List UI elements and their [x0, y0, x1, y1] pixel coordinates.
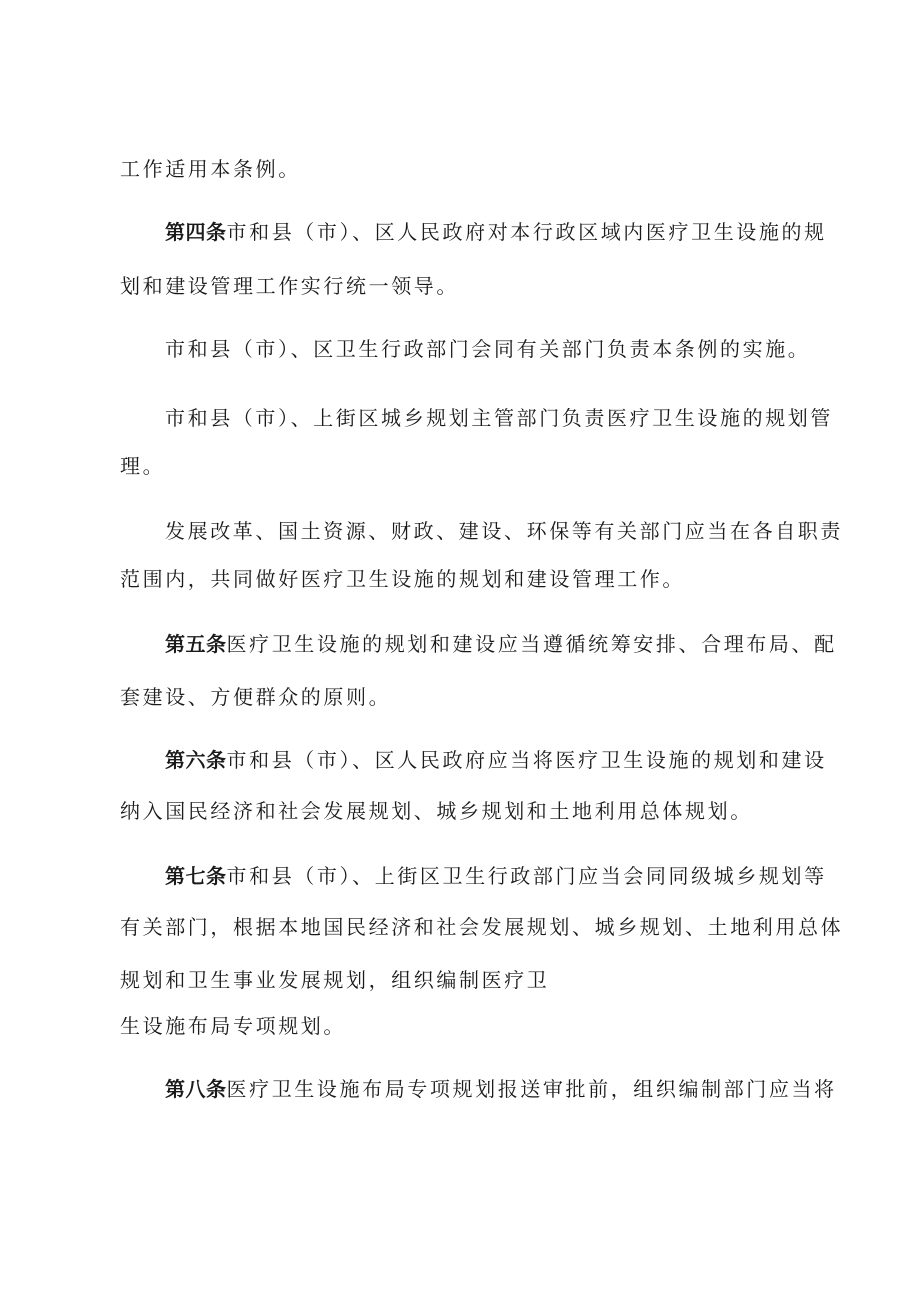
article-heading: 第四条	[165, 220, 227, 244]
text-line	[165, 517, 843, 545]
article-7-line	[165, 862, 827, 890]
text-line	[165, 404, 833, 432]
line-text: 规划和卫生事业发展规划，组织编制医疗卫	[120, 968, 550, 992]
text-line	[120, 452, 165, 480]
text-line	[120, 155, 301, 183]
line-text: 市和县（市）、上街区城乡规划主管部门负责医疗卫生设施的规划管	[165, 406, 833, 430]
line-text: 发展改革、国土资源、财政、建设、环保等有关部门应当在各自职责	[165, 519, 843, 543]
text-line	[120, 565, 685, 593]
article-heading: 第六条	[165, 748, 227, 772]
line-text: 医疗卫生设施布局专项规划报送审批前，组织编制部门应当将	[226, 1077, 837, 1101]
article-8-line	[165, 1075, 837, 1103]
line-text: 套建设、方便群众的原则。	[120, 685, 392, 709]
line-text: 纳入国民经济和社会发展规划、城乡规划和土地利用总体规划。	[120, 799, 753, 823]
article-heading: 第八条	[165, 1077, 227, 1101]
line-text: 有关部门，根据本地国民经济和社会发展规划、城乡规划、土地利用总体	[120, 915, 844, 939]
line-text: 市和县（市）、区卫生行政部门会同有关部门负责本条例的实施。	[165, 337, 811, 361]
line-text: 市和县（市）、区人民政府对本行政区域内医疗卫生设施的规	[226, 220, 827, 244]
article-4-line	[165, 218, 827, 246]
line-text: 工作适用本条例。	[120, 157, 301, 181]
article-5-line	[165, 630, 837, 658]
text-line	[120, 683, 391, 711]
text-line	[120, 966, 549, 994]
article-6-line	[165, 746, 827, 774]
line-text: 理。	[120, 454, 166, 478]
text-line	[165, 335, 810, 363]
line-text: 市和县（市）、区人民政府应当将医疗卫生设施的规划和建设	[226, 748, 827, 772]
text-line	[120, 913, 843, 941]
line-text: 划和建设管理工作实行统一领导。	[120, 274, 459, 298]
text-line	[120, 797, 753, 825]
text-line	[120, 1012, 346, 1040]
line-text: 范围内，共同做好医疗卫生设施的规划和建设管理工作。	[120, 567, 685, 591]
article-heading: 第七条	[165, 864, 227, 888]
line-text: 市和县（市）、上街区卫生行政部门应当会同同级城乡规划等	[226, 864, 827, 888]
text-line	[120, 272, 459, 300]
line-text: 医疗卫生设施的规划和建设应当遵循统筹安排、合理布局、配	[226, 632, 837, 656]
article-heading: 第五条	[165, 632, 227, 656]
line-text: 生设施布局专项规划。	[120, 1014, 346, 1038]
